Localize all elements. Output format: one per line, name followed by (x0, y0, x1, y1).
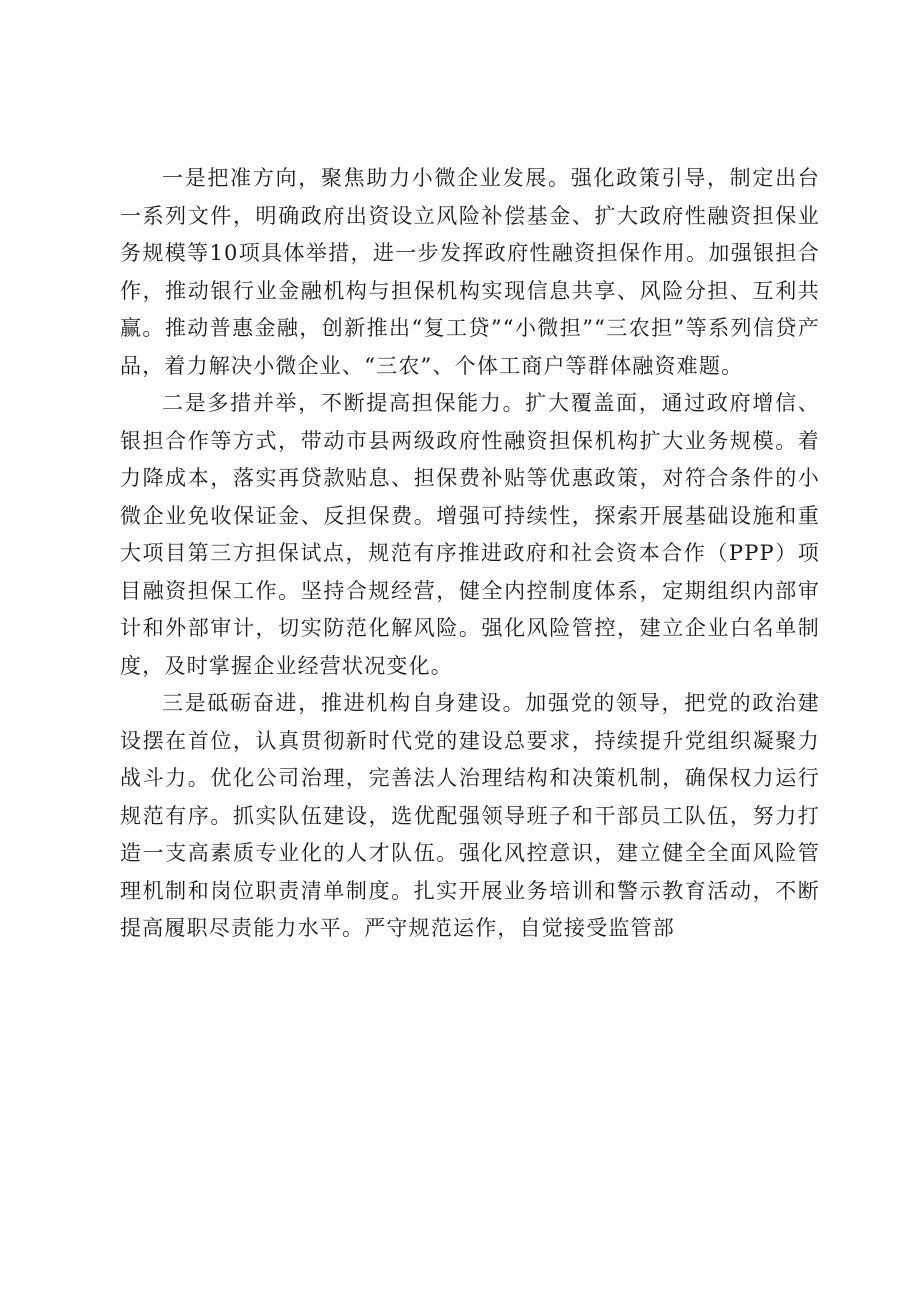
paragraph-2: 二是多措并举，不断提高担保能力。扩大覆盖面，通过政府增信、银担合作等方式，带动市县两级政府性融资担保机构扩大业务规模。着力降成本，落实再贷款贴息、担保费补贴等优惠政策，对符合条件的小微企业免收保证金、反担保费。增强可持续性，探索开展基础设施和重大项目第三方担保试点，规范有序推进政府和社会资本合作（PPP）项目融资担保工作。坚持合规经营，健全内控制度体系，定期组织内部审计和外部审计，切实防范化解风险。强化风险管控，建立企业白名单制度，及时掌握企业经营状况变化。 (120, 391, 820, 678)
paragraph-3: 三是砥砺奋进，推进机构自身建设。加强党的领导，把党的政治建设摆在首位，认真贯彻新时代党的建设总要求，持续提升党组织凝聚力战斗力。优化公司治理，完善法人治理结构和决策机制，确保权力运行规范有序。抓实队伍建设，选优配强领导班子和干部员工队伍，努力打造一支高素质专业化的人才队伍。强化风控意识，建立健全全面风险管理机制和岗位职责清单制度。扎实开展业务培训和警示教育活动，不断提高履职尽责能力水平。严守规范运作，自觉接受监管部 (120, 691, 820, 940)
document-body (120, 160, 820, 948)
paragraph-1: 一是把准方向，聚焦助力小微企业发展。强化政策引导，制定出台一系列文件，明确政府出资设立风险补偿基金、扩大政府性融资担保业务规模等10项具体举措，进一步发挥政府性融资担保作用。加强银担合作，推动银行业金融机构与担保机构实现信息共享、风险分担、互利共赢。推动普惠金融，创新推出“复工贷”“小微担”“三农担”等系列信贷产品，着力解决小微企业、“三农”、个体工商户等群体融资难题。 (120, 166, 820, 378)
